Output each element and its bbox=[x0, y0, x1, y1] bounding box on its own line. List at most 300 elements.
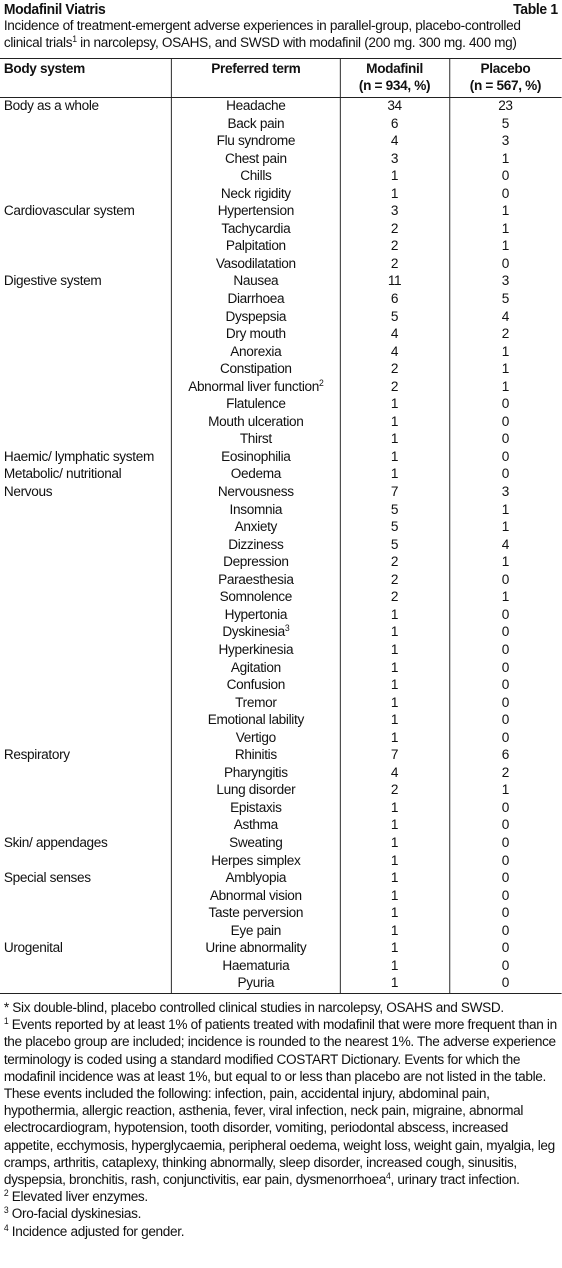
table-row bbox=[0, 502, 562, 520]
footnote-4 bbox=[4, 1224, 559, 1241]
placebo-value-cell: 3 bbox=[501, 133, 510, 150]
modafinil-value-cell: 1 bbox=[390, 677, 399, 694]
body-system-cell: Digestive system bbox=[3, 273, 102, 290]
placebo-value-cell: 23 bbox=[498, 98, 513, 114]
preferred-term-text: Eosinophilia bbox=[221, 448, 291, 465]
placebo-value-cell: 0 bbox=[501, 168, 510, 185]
table-row bbox=[0, 817, 562, 835]
preferred-term-cell bbox=[173, 835, 339, 853]
table-row bbox=[0, 466, 562, 484]
table-row bbox=[0, 800, 562, 818]
header-modafinil-label: Modafinil bbox=[366, 61, 423, 77]
modafinil-value-cell: 1 bbox=[390, 185, 399, 202]
table-row bbox=[0, 273, 562, 291]
footnotes bbox=[4, 1000, 559, 1241]
placebo-value-cell: 3 bbox=[501, 484, 510, 501]
preferred-term-text: Anxiety bbox=[234, 519, 277, 536]
table-row bbox=[0, 554, 562, 572]
table-row bbox=[0, 309, 562, 327]
placebo-value-cell: 0 bbox=[501, 255, 510, 272]
preferred-term-text: Insomnia bbox=[229, 501, 283, 518]
preferred-term-cell bbox=[173, 484, 339, 502]
preferred-term-cell bbox=[173, 537, 339, 555]
preferred-term-text: Mouth ulceration bbox=[208, 413, 304, 430]
placebo-value-cell: 0 bbox=[501, 712, 510, 729]
preferred-term-cell bbox=[173, 554, 339, 572]
modafinil-value-cell: 1 bbox=[390, 887, 399, 904]
modafinil-value-cell: 2 bbox=[390, 589, 399, 606]
preferred-term-cell bbox=[173, 309, 339, 327]
preferred-term-cell bbox=[173, 221, 339, 239]
table-row bbox=[0, 975, 562, 993]
preferred-term-text: Oedema bbox=[230, 466, 281, 483]
modafinil-value-cell: 7 bbox=[390, 484, 399, 501]
preferred-term-text: Dyspepsia bbox=[225, 308, 287, 325]
body-system-cell: Respiratory bbox=[3, 747, 70, 764]
table-caption bbox=[4, 18, 556, 52]
table-row bbox=[0, 238, 562, 256]
table-row bbox=[0, 747, 562, 765]
body-system-cell: Cardiovascular system bbox=[3, 203, 135, 220]
placebo-value-cell: 1 bbox=[501, 361, 510, 378]
table-row bbox=[0, 519, 562, 537]
modafinil-value-cell: 1 bbox=[390, 624, 399, 641]
footnote-4-text: Incidence adjusted for gender. bbox=[8, 1223, 185, 1240]
preferred-term-text: Confusion bbox=[226, 677, 285, 694]
placebo-value-cell: 0 bbox=[501, 448, 510, 465]
table-row bbox=[0, 168, 562, 186]
table-number: Table 1 bbox=[513, 2, 558, 18]
table-row bbox=[0, 642, 562, 660]
table-row bbox=[0, 133, 562, 151]
placebo-value-cell: 0 bbox=[501, 834, 510, 851]
preferred-term-cell bbox=[173, 660, 339, 678]
table-row bbox=[0, 958, 562, 976]
preferred-term-cell bbox=[173, 642, 339, 660]
table-row bbox=[0, 449, 562, 467]
preferred-term-text: Pharyngitis bbox=[223, 764, 288, 781]
table-body bbox=[0, 98, 562, 993]
placebo-value-cell: 1 bbox=[501, 589, 510, 606]
modafinil-value-cell: 4 bbox=[390, 343, 399, 360]
caption-footnote-ref: 1 bbox=[72, 34, 77, 44]
preferred-term-text: Amblyopia bbox=[225, 870, 287, 887]
modafinil-value-cell: 1 bbox=[390, 431, 399, 448]
preferred-term-text: Dry mouth bbox=[225, 326, 286, 343]
preferred-term-text: Urine abnormality bbox=[205, 940, 307, 957]
preferred-term-cell bbox=[173, 186, 339, 204]
placebo-value-cell: 0 bbox=[501, 817, 510, 834]
preferred-term-text: Palpitation bbox=[225, 238, 286, 255]
modafinil-value-cell: 4 bbox=[390, 326, 399, 343]
placebo-value-cell: 0 bbox=[501, 694, 510, 711]
preferred-term-cell bbox=[173, 853, 339, 871]
modafinil-value-cell: 1 bbox=[390, 870, 399, 887]
table-row bbox=[0, 256, 562, 274]
placebo-value-cell: 4 bbox=[501, 308, 510, 325]
footnote-3-mark: 3 bbox=[3, 1205, 9, 1216]
modafinil-value-cell: 3 bbox=[390, 203, 399, 220]
preferred-term-cell bbox=[173, 116, 339, 134]
placebo-value-cell: 1 bbox=[501, 782, 510, 799]
placebo-value-cell: 0 bbox=[501, 905, 510, 922]
footnote-1-ref-4: 4 bbox=[386, 1171, 391, 1182]
modafinil-value-cell: 5 bbox=[390, 308, 399, 325]
placebo-value-cell: 1 bbox=[501, 378, 510, 395]
modafinil-value-cell: 1 bbox=[390, 729, 399, 746]
product-title: Modafinil Viatris bbox=[3, 2, 106, 18]
footnote-1-text-b: , urinary tract infection. bbox=[390, 1172, 520, 1189]
modafinil-value-cell: 6 bbox=[390, 115, 399, 132]
preferred-term-text: Nervousness bbox=[217, 484, 294, 501]
placebo-value-cell: 0 bbox=[501, 396, 510, 413]
modafinil-value-cell: 1 bbox=[390, 852, 399, 869]
footnote-1 bbox=[4, 1017, 559, 1189]
placebo-value-cell: 0 bbox=[501, 957, 510, 974]
table-row bbox=[0, 431, 562, 449]
placebo-value-cell: 1 bbox=[501, 203, 510, 220]
preferred-term-text: Hyperkinesia bbox=[218, 641, 294, 658]
table-row bbox=[0, 677, 562, 695]
table-row bbox=[0, 782, 562, 800]
preferred-term-text: Flatulence bbox=[226, 396, 286, 413]
table-row bbox=[0, 203, 562, 221]
preferred-term-text: Hypertonia bbox=[224, 606, 288, 623]
footnote-3 bbox=[4, 1206, 559, 1223]
modafinil-value-cell: 1 bbox=[390, 396, 399, 413]
preferred-term-text: Sweating bbox=[229, 834, 283, 851]
preferred-term-cell bbox=[173, 607, 339, 625]
table-row bbox=[0, 379, 562, 397]
modafinil-value-cell: 34 bbox=[387, 98, 402, 114]
placebo-value-cell: 0 bbox=[501, 571, 510, 588]
preferred-term-text: Chills bbox=[240, 168, 272, 185]
table-row bbox=[0, 326, 562, 344]
preferred-term-text: Paraesthesia bbox=[218, 571, 294, 588]
preferred-term-cell bbox=[173, 168, 339, 186]
preferred-term-text: Taste perversion bbox=[208, 905, 304, 922]
placebo-value-cell: 1 bbox=[501, 220, 510, 237]
table-row bbox=[0, 624, 562, 642]
placebo-value-cell: 2 bbox=[501, 326, 510, 343]
header-placebo-label: Placebo bbox=[480, 61, 531, 77]
placebo-value-cell: 0 bbox=[501, 922, 510, 939]
modafinil-value-cell: 2 bbox=[390, 220, 399, 237]
table-row bbox=[0, 361, 562, 379]
preferred-term-cell bbox=[173, 396, 339, 414]
placebo-value-cell: 0 bbox=[501, 466, 510, 483]
table-row bbox=[0, 712, 562, 730]
table-row bbox=[0, 537, 562, 555]
preferred-term-cell bbox=[173, 624, 339, 642]
placebo-value-cell: 1 bbox=[501, 519, 510, 536]
placebo-value-cell: 3 bbox=[501, 273, 510, 290]
modafinil-value-cell: 1 bbox=[390, 940, 399, 957]
table-row bbox=[0, 414, 562, 432]
preferred-term-text: Vasodilatation bbox=[215, 255, 296, 272]
placebo-value-cell: 0 bbox=[501, 413, 510, 430]
placebo-value-cell: 0 bbox=[501, 729, 510, 746]
table-row bbox=[0, 660, 562, 678]
placebo-value-cell: 5 bbox=[501, 115, 510, 132]
modafinil-value-cell: 1 bbox=[390, 975, 399, 992]
caption-text-a: Incidence of treatment-emergent adverse experiences in parallel-group, placebo-controlled clinical trials bbox=[3, 18, 521, 51]
preferred-term-text: Pyuria bbox=[237, 975, 275, 992]
modafinil-value-cell: 1 bbox=[390, 694, 399, 711]
modafinil-value-cell: 1 bbox=[390, 168, 399, 185]
body-system-cell: Body as a whole bbox=[3, 98, 99, 114]
footnote-1-mark: 1 bbox=[3, 1016, 9, 1027]
preferred-term-text: Abnormal vision bbox=[209, 887, 302, 904]
modafinil-value-cell: 1 bbox=[390, 799, 399, 816]
preferred-term-cell bbox=[173, 975, 339, 993]
preferred-term-text: Flu syndrome bbox=[216, 133, 296, 150]
preferred-term-text: Anorexia bbox=[230, 343, 282, 360]
table-row bbox=[0, 905, 562, 923]
preferred-term-cell bbox=[173, 905, 339, 923]
footnote-2 bbox=[4, 1189, 559, 1206]
modafinil-value-cell: 1 bbox=[390, 922, 399, 939]
preferred-term-cell bbox=[173, 273, 339, 291]
table-row bbox=[0, 344, 562, 362]
preferred-term-text: Neck rigidity bbox=[220, 185, 291, 202]
footnote-3-text: Oro-facial dyskinesias. bbox=[8, 1206, 142, 1223]
preferred-term-cell bbox=[173, 133, 339, 151]
preferred-term-text: Nausea bbox=[233, 273, 279, 290]
header-placebo bbox=[449, 61, 561, 94]
modafinil-value-cell: 6 bbox=[390, 291, 399, 308]
preferred-term-cell bbox=[173, 800, 339, 818]
modafinil-value-cell: 1 bbox=[390, 905, 399, 922]
header-preferred-term: Preferred term bbox=[211, 61, 301, 77]
preferred-term-cell bbox=[173, 782, 339, 800]
placebo-value-cell: 1 bbox=[501, 150, 510, 167]
body-system-cell: Haemic/ lymphatic system bbox=[3, 448, 154, 465]
footnote-4-mark: 4 bbox=[3, 1222, 9, 1233]
placebo-value-cell: 0 bbox=[501, 975, 510, 992]
preferred-term-text: Haematuria bbox=[222, 957, 290, 974]
placebo-value-cell: 2 bbox=[501, 764, 510, 781]
preferred-term-cell bbox=[173, 730, 339, 748]
preferred-term-cell bbox=[173, 431, 339, 449]
placebo-value-cell: 0 bbox=[501, 852, 510, 869]
placebo-value-cell: 0 bbox=[501, 659, 510, 676]
table-row bbox=[0, 291, 562, 309]
preferred-term-cell bbox=[173, 817, 339, 835]
table-row bbox=[0, 151, 562, 169]
preferred-term-cell bbox=[173, 572, 339, 590]
preferred-term-text: Constipation bbox=[219, 361, 292, 378]
preferred-term-text: Rhinitis bbox=[234, 747, 277, 764]
preferred-term-cell bbox=[173, 326, 339, 344]
preferred-term-text: Diarrhoea bbox=[227, 291, 285, 308]
header-placebo-n: (n = 567, %) bbox=[469, 77, 542, 94]
body-system-cell: Skin/ appendages bbox=[3, 834, 108, 851]
placebo-value-cell: 0 bbox=[501, 606, 510, 623]
modafinil-value-cell: 5 bbox=[390, 536, 399, 553]
modafinil-value-cell: 1 bbox=[390, 413, 399, 430]
table-row bbox=[0, 116, 562, 134]
preferred-term-cell bbox=[173, 466, 339, 484]
placebo-value-cell: 1 bbox=[501, 343, 510, 360]
modafinil-value-cell: 2 bbox=[390, 255, 399, 272]
placebo-value-cell: 0 bbox=[501, 185, 510, 202]
preferred-term-text: Emotional lability bbox=[207, 712, 304, 729]
header-modafinil-n: (n = 934, %) bbox=[358, 77, 431, 94]
preferred-term-cell bbox=[173, 958, 339, 976]
preferred-term-cell bbox=[173, 765, 339, 783]
preferred-term-text: Tremor bbox=[235, 694, 277, 711]
body-system-cell: Special senses bbox=[3, 870, 91, 887]
table-bottom-rule bbox=[0, 993, 562, 994]
preferred-term-cell bbox=[173, 589, 339, 607]
preferred-term-text: Depression bbox=[223, 554, 289, 571]
table-row bbox=[0, 730, 562, 748]
preferred-term-cell bbox=[173, 238, 339, 256]
preferred-term-text: Epistaxis bbox=[230, 799, 282, 816]
preferred-term-text: Somnolence bbox=[219, 589, 293, 606]
table-row bbox=[0, 765, 562, 783]
body-system-cell: Urogenital bbox=[3, 940, 63, 957]
preferred-term-cell bbox=[173, 519, 339, 537]
table-row bbox=[0, 484, 562, 502]
preferred-term-text: Chest pain bbox=[224, 150, 287, 167]
footnote-1-text-a: Events reported by at least 1% of patients treated with modafinil that were more frequent than in the placebo group are included; incidence is rounded to the nearest 1%. The adverse experience terminology is coded using a standard modified COSTART Dictionary. Events for which the modafinil incidence was at least 1%, but equal to or less than placebo are not listed in the table. These events included the following: infection, pain, accidental injury, abdominal pain, hypothermia, allergic reaction, asthenia, fever, viral infection, neck pain, migraine, abnormal electrocardiogram, hypotension, tooth disorder, vomiting, periodontal abscess, increased appetite, ecchymosis, hyperglycaemia, peripheral oedema, weight loss, weight gain, myalgia, leg cramps, arthritis, cataplexy, thinking abnormally, sleep disorder, increased cough, sinusitis, dyspepsia, bronchitis, rash, conjunctivitis, ear pain, dysmenorrhoea bbox=[3, 1017, 557, 1189]
placebo-value-cell: 5 bbox=[501, 291, 510, 308]
table-row bbox=[0, 835, 562, 853]
modafinil-value-cell: 1 bbox=[390, 641, 399, 658]
modafinil-value-cell: 1 bbox=[390, 712, 399, 729]
preferred-term-text: Abnormal liver function bbox=[188, 378, 320, 395]
modafinil-value-cell: 4 bbox=[390, 133, 399, 150]
preferred-term-cell bbox=[173, 361, 339, 379]
placebo-value-cell: 0 bbox=[501, 940, 510, 957]
modafinil-value-cell: 1 bbox=[390, 817, 399, 834]
placebo-value-cell: 0 bbox=[501, 799, 510, 816]
preferred-term-text: Vertigo bbox=[235, 729, 276, 746]
placebo-value-cell: 1 bbox=[501, 554, 510, 571]
preferred-term-text: Dyskinesia bbox=[222, 624, 285, 641]
placebo-value-cell: 1 bbox=[501, 238, 510, 255]
modafinil-value-cell: 7 bbox=[390, 747, 399, 764]
table-row bbox=[0, 940, 562, 958]
placebo-value-cell: 0 bbox=[501, 431, 510, 448]
preferred-term-cell bbox=[173, 695, 339, 713]
modafinil-value-cell: 2 bbox=[390, 378, 399, 395]
footnote-star: * Six double-blind, placebo controlled clinical studies in narcolepsy, OSAHS and SWSD. bbox=[3, 1000, 504, 1016]
caption-text-b: in narcolepsy, OSAHS, and SWSD with modafinil (200 mg. 300 mg. 400 mg) bbox=[76, 35, 517, 51]
placebo-value-cell: 4 bbox=[501, 536, 510, 553]
footnote-ref: 3 bbox=[284, 623, 290, 634]
modafinil-value-cell: 5 bbox=[390, 501, 399, 518]
table-row bbox=[0, 221, 562, 239]
preferred-term-cell bbox=[173, 677, 339, 695]
table-row bbox=[0, 186, 562, 204]
preferred-term-cell bbox=[173, 870, 339, 888]
table-row bbox=[0, 607, 562, 625]
placebo-value-cell: 0 bbox=[501, 870, 510, 887]
preferred-term-cell bbox=[173, 291, 339, 309]
preferred-term-text: Eye pain bbox=[230, 922, 281, 939]
modafinil-value-cell: 1 bbox=[390, 659, 399, 676]
preferred-term-cell bbox=[173, 923, 339, 941]
preferred-term-cell bbox=[173, 712, 339, 730]
modafinil-value-cell: 4 bbox=[390, 764, 399, 781]
placebo-value-cell: 0 bbox=[501, 887, 510, 904]
header-modafinil bbox=[341, 61, 449, 94]
modafinil-value-cell: 1 bbox=[390, 957, 399, 974]
modafinil-value-cell: 5 bbox=[390, 519, 399, 536]
table-row bbox=[0, 888, 562, 906]
footnote-2-text: Elevated liver enzymes. bbox=[8, 1189, 148, 1206]
table-row bbox=[0, 589, 562, 607]
preferred-term-text: Asthma bbox=[233, 817, 278, 834]
table-row bbox=[0, 695, 562, 713]
preferred-term-cell bbox=[173, 940, 339, 958]
modafinil-value-cell: 2 bbox=[390, 554, 399, 571]
preferred-term-cell bbox=[173, 379, 339, 397]
body-system-cell: Metabolic/ nutritional bbox=[3, 466, 122, 483]
preferred-term-text: Lung disorder bbox=[216, 782, 296, 799]
preferred-term-text: Hypertension bbox=[217, 203, 294, 220]
preferred-term-cell bbox=[173, 449, 339, 467]
placebo-value-cell: 6 bbox=[501, 747, 510, 764]
modafinil-value-cell: 11 bbox=[387, 273, 402, 290]
placebo-value-cell: 0 bbox=[501, 641, 510, 658]
preferred-term-text: Thirst bbox=[239, 431, 272, 448]
modafinil-value-cell: 2 bbox=[390, 782, 399, 799]
preferred-term-text: Back pain bbox=[227, 115, 285, 132]
header-body-system: Body system bbox=[3, 61, 85, 77]
footnote-ref: 2 bbox=[319, 377, 324, 388]
preferred-term-cell bbox=[173, 344, 339, 362]
modafinil-value-cell: 2 bbox=[390, 361, 399, 378]
modafinil-value-cell: 1 bbox=[390, 448, 399, 465]
placebo-value-cell: 0 bbox=[501, 677, 510, 694]
preferred-term-cell bbox=[173, 747, 339, 765]
footnote-2-mark: 2 bbox=[3, 1188, 9, 1199]
preferred-term-cell bbox=[173, 151, 339, 169]
preferred-term-text: Headache bbox=[226, 98, 286, 114]
modafinil-value-cell: 1 bbox=[390, 834, 399, 851]
preferred-term-text: Agitation bbox=[230, 659, 281, 676]
preferred-term-text: Tachycardia bbox=[221, 220, 291, 237]
table-row bbox=[0, 572, 562, 590]
table-top-rule bbox=[0, 58, 562, 59]
table-row bbox=[0, 396, 562, 414]
body-system-cell: Nervous bbox=[3, 484, 53, 501]
modafinil-value-cell: 3 bbox=[390, 150, 399, 167]
placebo-value-cell: 1 bbox=[501, 501, 510, 518]
preferred-term-cell bbox=[173, 502, 339, 520]
preferred-term-cell bbox=[173, 203, 339, 221]
table-row bbox=[0, 853, 562, 871]
preferred-term-cell bbox=[173, 98, 339, 116]
placebo-value-cell: 0 bbox=[501, 624, 510, 641]
preferred-term-cell bbox=[173, 414, 339, 432]
table-row bbox=[0, 98, 562, 116]
table-row bbox=[0, 923, 562, 941]
modafinil-value-cell: 2 bbox=[390, 238, 399, 255]
modafinil-value-cell: 2 bbox=[390, 571, 399, 588]
preferred-term-cell bbox=[173, 256, 339, 274]
preferred-term-text: Herpes simplex bbox=[211, 852, 301, 869]
modafinil-value-cell: 1 bbox=[390, 606, 399, 623]
table-row bbox=[0, 870, 562, 888]
modafinil-value-cell: 1 bbox=[390, 466, 399, 483]
preferred-term-text: Dizziness bbox=[228, 536, 284, 553]
preferred-term-cell bbox=[173, 888, 339, 906]
